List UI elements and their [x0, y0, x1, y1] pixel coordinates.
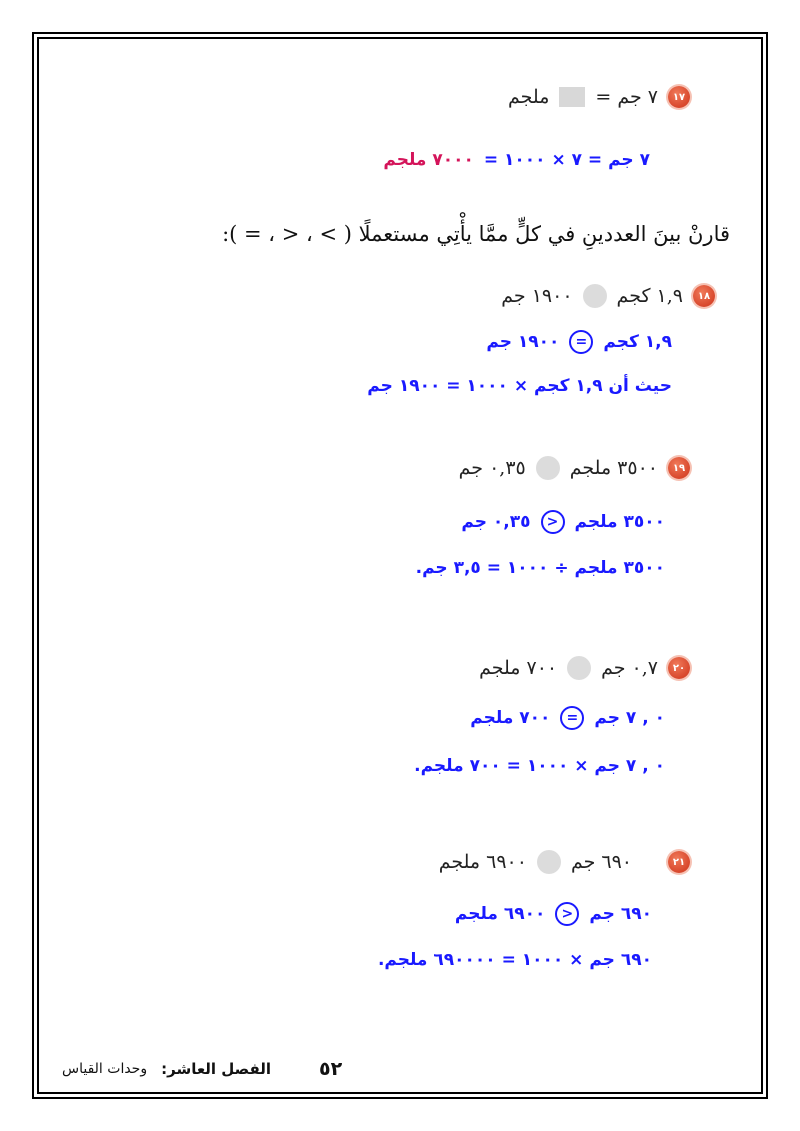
blank-box	[559, 87, 585, 107]
exercise-badge-21: ٢١	[668, 851, 690, 873]
chapter-topic: وحدات القياس	[62, 1061, 148, 1077]
exercise-17-question	[508, 86, 690, 108]
exercise-badge-20: ٢٠	[668, 657, 690, 679]
less-than-icon: <	[555, 902, 579, 926]
q17-part2: ملجم	[508, 86, 550, 108]
compare-circle	[537, 850, 561, 874]
q20-left: ٠,٧ جم	[601, 657, 658, 679]
exercise-badge-17: ١٧	[668, 86, 690, 108]
exercise-21-explanation: ٦٩٠ جم × ١٠٠٠ = ٦٩٠٠٠٠ ملجم.	[377, 950, 652, 970]
equals-icon: =	[569, 330, 593, 354]
q21-right: ٦٩٠٠ ملجم	[438, 851, 527, 873]
exercise-21-question	[439, 850, 690, 874]
exercise-21-answer	[455, 902, 652, 926]
exercise-19-answer	[461, 510, 665, 534]
page-number: ٥٢	[319, 1058, 343, 1080]
a21-right: ٦٩٠٠ ملجم	[454, 904, 546, 924]
exercise-18-answer	[486, 330, 672, 354]
exercise-badge-18: ١٨	[693, 285, 715, 307]
a20-left: ٠ , ٧ جم	[594, 708, 665, 728]
q19-left: ٣٥٠٠ ملجم	[569, 457, 658, 479]
q18-right: ١٩٠٠ جم	[501, 285, 573, 307]
page-footer	[62, 1058, 342, 1080]
exercise-19-explanation: ٣٥٠٠ ملجم ÷ ١٠٠٠ = ٣,٥ جم.	[415, 558, 665, 578]
exercise-20-question	[479, 656, 690, 680]
q18-left: ١,٩ كجم	[616, 285, 683, 307]
a18-right: ١٩٠٠ جم	[486, 332, 560, 352]
compare-circle	[567, 656, 591, 680]
a18-left: ١,٩ كجم	[603, 332, 672, 352]
a17-part1: ٧ جم = ٧ × ١٠٠٠ =	[483, 150, 650, 170]
q17-part1: ٧ جم =	[595, 86, 658, 108]
a19-right: ٠,٣٥ جم	[461, 512, 531, 532]
exercise-20-answer	[470, 706, 665, 730]
q20-right: ٧٠٠ ملجم	[479, 657, 558, 679]
exercise-badge-19: ١٩	[668, 457, 690, 479]
equals-icon: =	[560, 706, 584, 730]
exercise-18-explanation: حيث أن ١,٩ كجم × ١٠٠٠ = ١٩٠٠ جم	[367, 376, 672, 396]
q21-left: ٦٩٠ جم	[570, 851, 632, 873]
exercise-18-question	[501, 284, 715, 308]
q19-right: ٠,٣٥ جم	[458, 457, 526, 479]
exercise-20-explanation: ٠ , ٧ جم × ١٠٠٠ = ٧٠٠ ملجم.	[414, 756, 665, 776]
less-than-icon: <	[541, 510, 565, 534]
instruction-heading: قارنْ بينَ العددينِ في كلٍّ ممَّا يأْتِي مستعملًا ( > ، < ، = ):	[222, 222, 730, 246]
compare-circle	[583, 284, 607, 308]
exercise-19-question	[459, 456, 690, 480]
a20-right: ٧٠٠ ملجم	[470, 708, 551, 728]
a17-result: ٧٠٠٠ ملجم	[383, 150, 474, 170]
chapter-label: الفصل العاشر:	[161, 1060, 272, 1078]
a21-left: ٦٩٠ جم	[589, 904, 652, 924]
compare-circle	[536, 456, 560, 480]
exercise-17-answer	[383, 150, 650, 170]
a19-left: ٣٥٠٠ ملجم	[574, 512, 665, 532]
